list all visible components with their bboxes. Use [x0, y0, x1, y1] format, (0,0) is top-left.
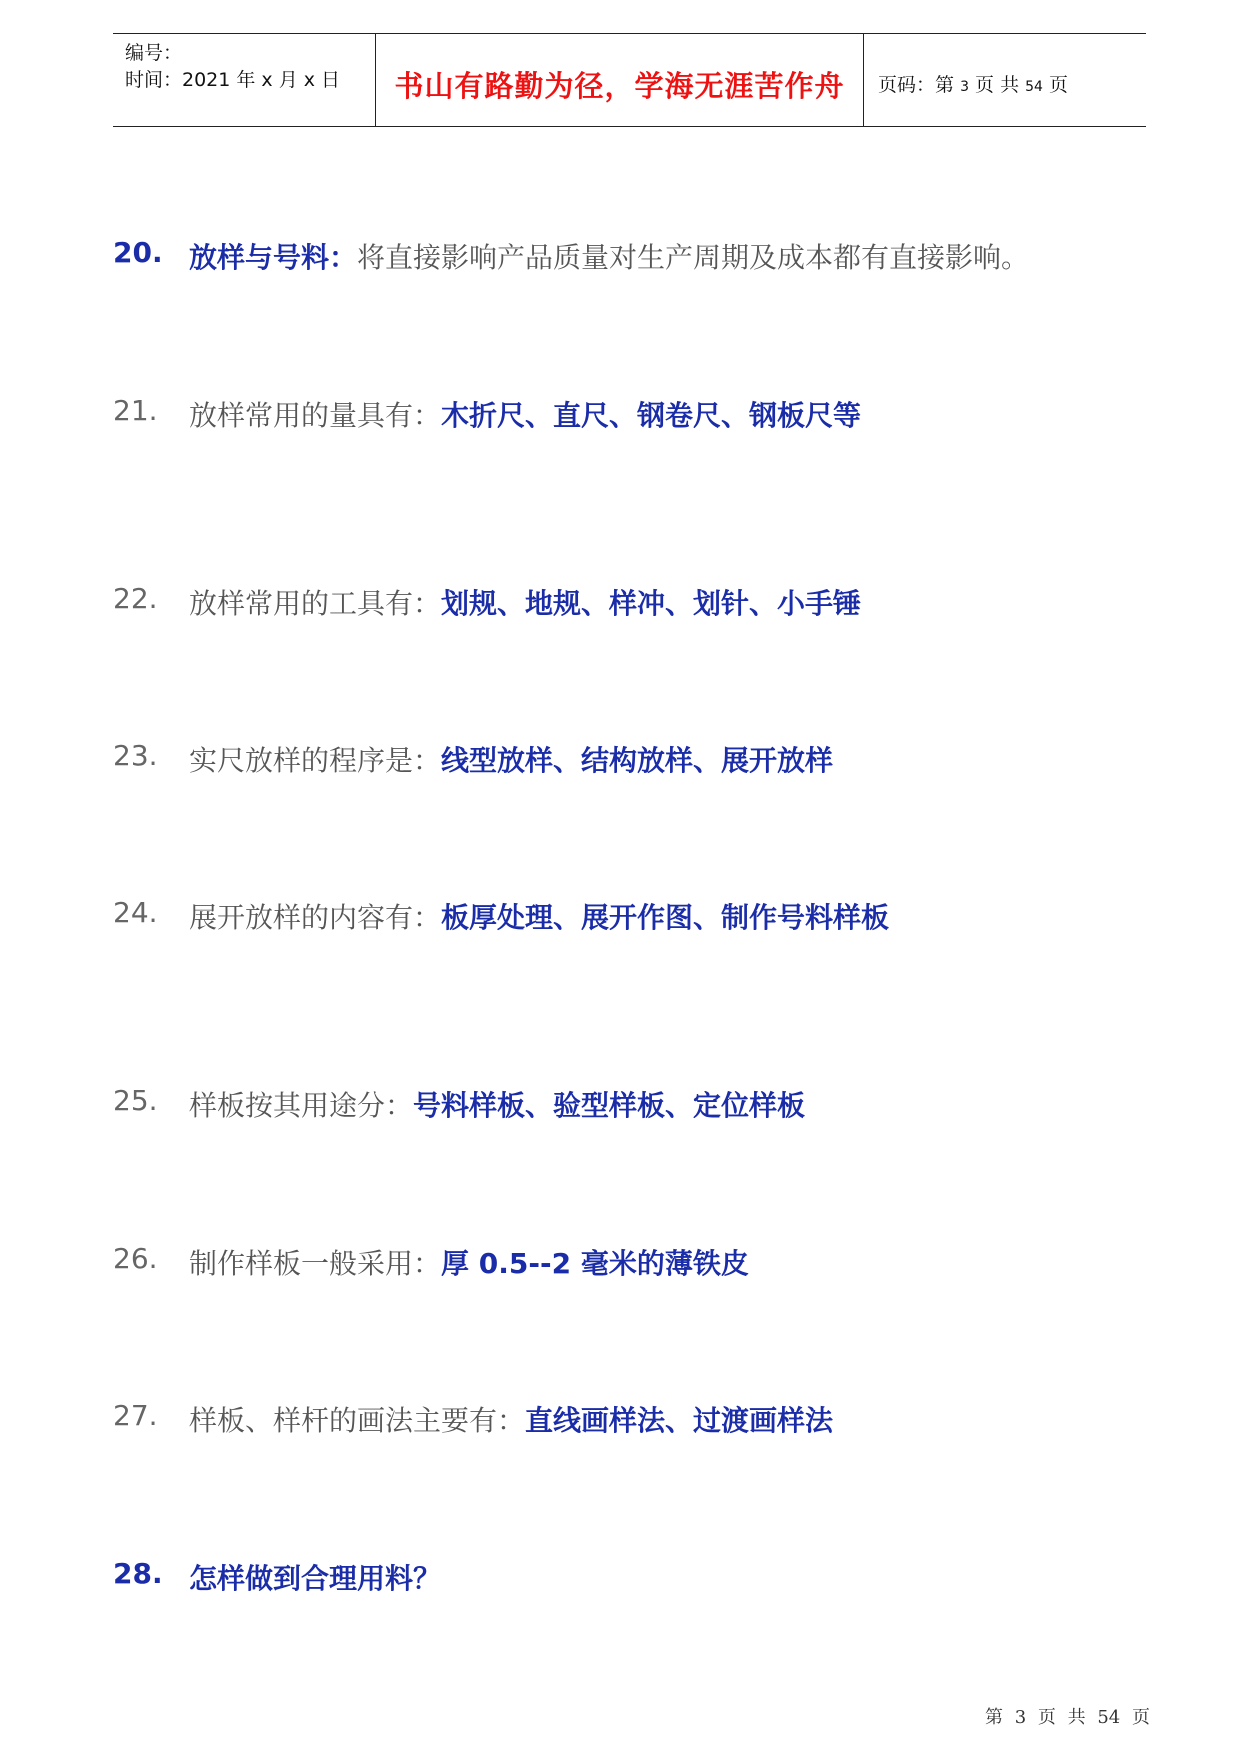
question-number: 23. — [113, 739, 158, 772]
header-motto-cell — [376, 34, 864, 126]
answer-text: 号料样板、验型样板、定位样板 — [413, 1089, 806, 1122]
answer-text: 木折尺、直尺、钢卷尺、钢板尺等 — [441, 399, 862, 432]
question-label: 怎样做到合理用料？ — [189, 1562, 442, 1595]
question-text — [189, 1399, 833, 1439]
question-label: 放样常用的工具有： — [189, 587, 442, 620]
question-text — [189, 739, 833, 779]
answer-text: 直线画样法、过渡画样法 — [525, 1404, 834, 1437]
document-date-label: 时间：2021 年 x 月 x 日 — [125, 69, 341, 91]
question-text — [189, 236, 1029, 276]
question-label: 放样常用的量具有： — [189, 399, 442, 432]
question-number: 27. — [113, 1399, 158, 1432]
question-number: 22. — [113, 582, 158, 615]
question-text — [189, 896, 889, 936]
page-prefix: 页码：第 — [878, 74, 955, 96]
question-label: 样板、样杆的画法主要有： — [189, 1404, 526, 1437]
question-label: 放样与号料： — [189, 241, 358, 274]
question-label: 展开放样的内容有： — [189, 901, 442, 934]
document-number-label: 编号： — [125, 42, 183, 64]
question-text — [189, 582, 861, 622]
question-label: 样板按其用途分： — [189, 1089, 414, 1122]
question-number: 21. — [113, 394, 158, 427]
question-text — [189, 394, 861, 434]
answer-text: 将直接影响产品质量对生产周期及成本都有直接影响。 — [357, 241, 1030, 274]
question-text — [189, 1242, 749, 1282]
page-number: 3 — [960, 79, 969, 95]
answer-text: 板厚处理、展开作图、制作号料样板 — [441, 901, 890, 934]
question-number: 25. — [113, 1084, 158, 1117]
question-text — [189, 1084, 805, 1124]
header-page-cell — [864, 34, 1146, 126]
answer-text: 厚 0.5--2 毫米的薄铁皮 — [441, 1247, 749, 1280]
page-header — [113, 33, 1146, 127]
question-label: 实尺放样的程序是： — [189, 744, 442, 777]
page-total: 54 — [1025, 79, 1043, 95]
answer-text: 划规、地规、样冲、划针、小手锤 — [441, 587, 862, 620]
question-number: 26. — [113, 1242, 158, 1275]
page-footer: 第 3 页 共 54 页 — [985, 1707, 1150, 1728]
question-number: 24. — [113, 896, 158, 929]
question-number: 28. — [113, 1557, 163, 1590]
page-suffix: 页 — [1049, 74, 1069, 96]
question-text — [189, 1557, 441, 1597]
question-label: 制作样板一般采用： — [189, 1247, 442, 1280]
page-mid: 页 共 — [975, 74, 1020, 96]
header-page-indicator — [878, 70, 1068, 97]
header-meta-cell — [113, 34, 376, 126]
answer-text: 线型放样、结构放样、展开放样 — [441, 744, 834, 777]
question-number: 20. — [113, 236, 163, 269]
header-motto: 书山有路勤为径，学海无涯苦作舟 — [394, 69, 845, 103]
